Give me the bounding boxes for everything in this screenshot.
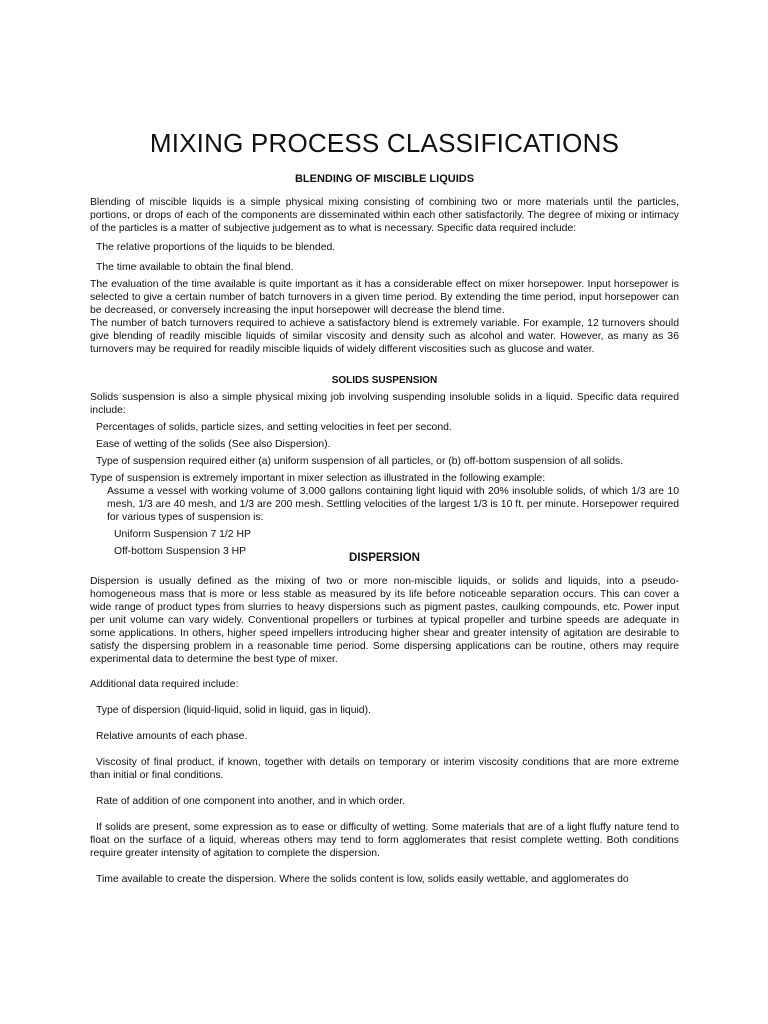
- solids-hp-uniform: Uniform Suspension 7 1/2 HP: [114, 529, 251, 541]
- solids-example: Assume a vessel with working volume of 3,000 gallons containing light liquid with 20% insoluble solids, of which 1/3 are 10 mesh, 1/3 are 40 mesh, and 1/3 are 200 mesh. Settling velocities of the largest 1/3 is 10 ft. per minute. Horsepower required for various types of suspension is:: [107, 486, 679, 524]
- blending-item-time: The time available to obtain the final blend.: [96, 262, 294, 274]
- dispersion-item-solids: If solids are present, some expression as to ease or difficulty of wetting. Some materials that are of a light fluffy nature tend to float on the surface of a liquid, whereas others may tend to form agglomerates that resist complete wetting. Both conditions require greater intensity of agitation to complete the dispersion.: [90, 822, 679, 860]
- solids-item-wetting: Ease of wetting of the solids (See also Dispersion).: [96, 439, 331, 451]
- blending-heading: BLENDING OF MISCIBLE LIQUIDS: [294, 173, 475, 186]
- solids-heading: SOLIDS SUSPENSION: [331, 375, 438, 387]
- dispersion-item-type: Type of dispersion (liquid-liquid, solid in liquid, gas in liquid).: [96, 705, 371, 717]
- blending-intro: Blending of miscible liquids is a simple physical mixing consisting of combining two or more materials until the particles, portions, or drops of each of the components are disseminated within each other satisfactorily. The degree of mixing or intimacy of the particles is a matter of subjective judgement as to what is necessary. Specific data required include:: [90, 197, 679, 235]
- document-page: [90, 128, 679, 886]
- solids-intro: Solids suspension is also a simple physical mixing job involving suspending insoluble solids in a liquid. Specific data required include:: [90, 392, 679, 417]
- dispersion-item-amounts: Relative amounts of each phase.: [96, 731, 248, 743]
- dispersion-intro: Dispersion is usually defined as the mixing of two or more non-miscible liquids, or solids and liquids, into a pseudo-homogeneous mass that is more or less stable as measured by its life before noticeable separation occurs. This can cover a wide range of product types from slurries to heavy dispersions such as pigment pastes, caulking compounds, etc. Power input per unit volume can vary widely. Conventional propellers or turbines at typical propeller and turbine speeds are adequate in some applications. In others, higher speed impellers introducing higher shear and greater intensity of agitation are desirable to satisfy the dispersing problem in a reasonable time period. Some dispersing applications can be routine, others may require experimental data to determine the best type of mixer.: [90, 576, 679, 666]
- dispersion-item-viscosity: Viscosity of final product, if known, together with details on temporary or interim viscosity conditions that are more extreme than initial or final conditions.: [90, 757, 679, 782]
- dispersion-item-rate: Rate of addition of one component into another, and in which order.: [96, 796, 406, 808]
- blending-para-turnovers: The number of batch turnovers required to achieve a satisfactory blend is extremely variable. For example, 12 turnovers should give blending of readily miscible liquids of similar viscosity and density such as alcohol and water. However, as many as 36 turnovers may be required for readily miscible liquids of widely different viscosities such as glucose and water.: [90, 318, 679, 356]
- solids-para-type: Type of suspension is extremely important in mixer selection as illustrated in the following example:: [90, 473, 546, 485]
- solids-hp-off-bottom: Off-bottom Suspension 3 HP: [114, 546, 247, 558]
- dispersion-section: [90, 552, 679, 886]
- solids-item-percentages: Percentages of solids, particle sizes, and setting velocities in feet per second.: [96, 422, 452, 434]
- document-title: MIXING PROCESS CLASSIFICATIONS: [149, 128, 620, 158]
- solids-item-type: Type of suspension required either (a) uniform suspension of all particles, or (b) off-bottom suspension of all solids.: [96, 456, 624, 468]
- dispersion-heading: DISPERSION: [349, 552, 420, 565]
- solids-section: [90, 375, 679, 558]
- blending-item-proportions: The relative proportions of the liquids to be blended.: [96, 242, 336, 254]
- dispersion-additional: Additional data required include:: [90, 679, 239, 691]
- blending-section: [90, 173, 679, 356]
- dispersion-item-time: Time available to create the dispersion. Where the solids content is low, solids easily wettable, and agglomerates do: [96, 874, 629, 886]
- blending-para-time: The evaluation of the time available is quite important as it has a considerable effect on mixer horsepower. Input horsepower is selected to give a certain number of batch turnovers in a given time period. By extending the time period, input horsepower can be decreased, or conversely increasing the input horsepower will decrease the blend time.: [90, 279, 679, 317]
